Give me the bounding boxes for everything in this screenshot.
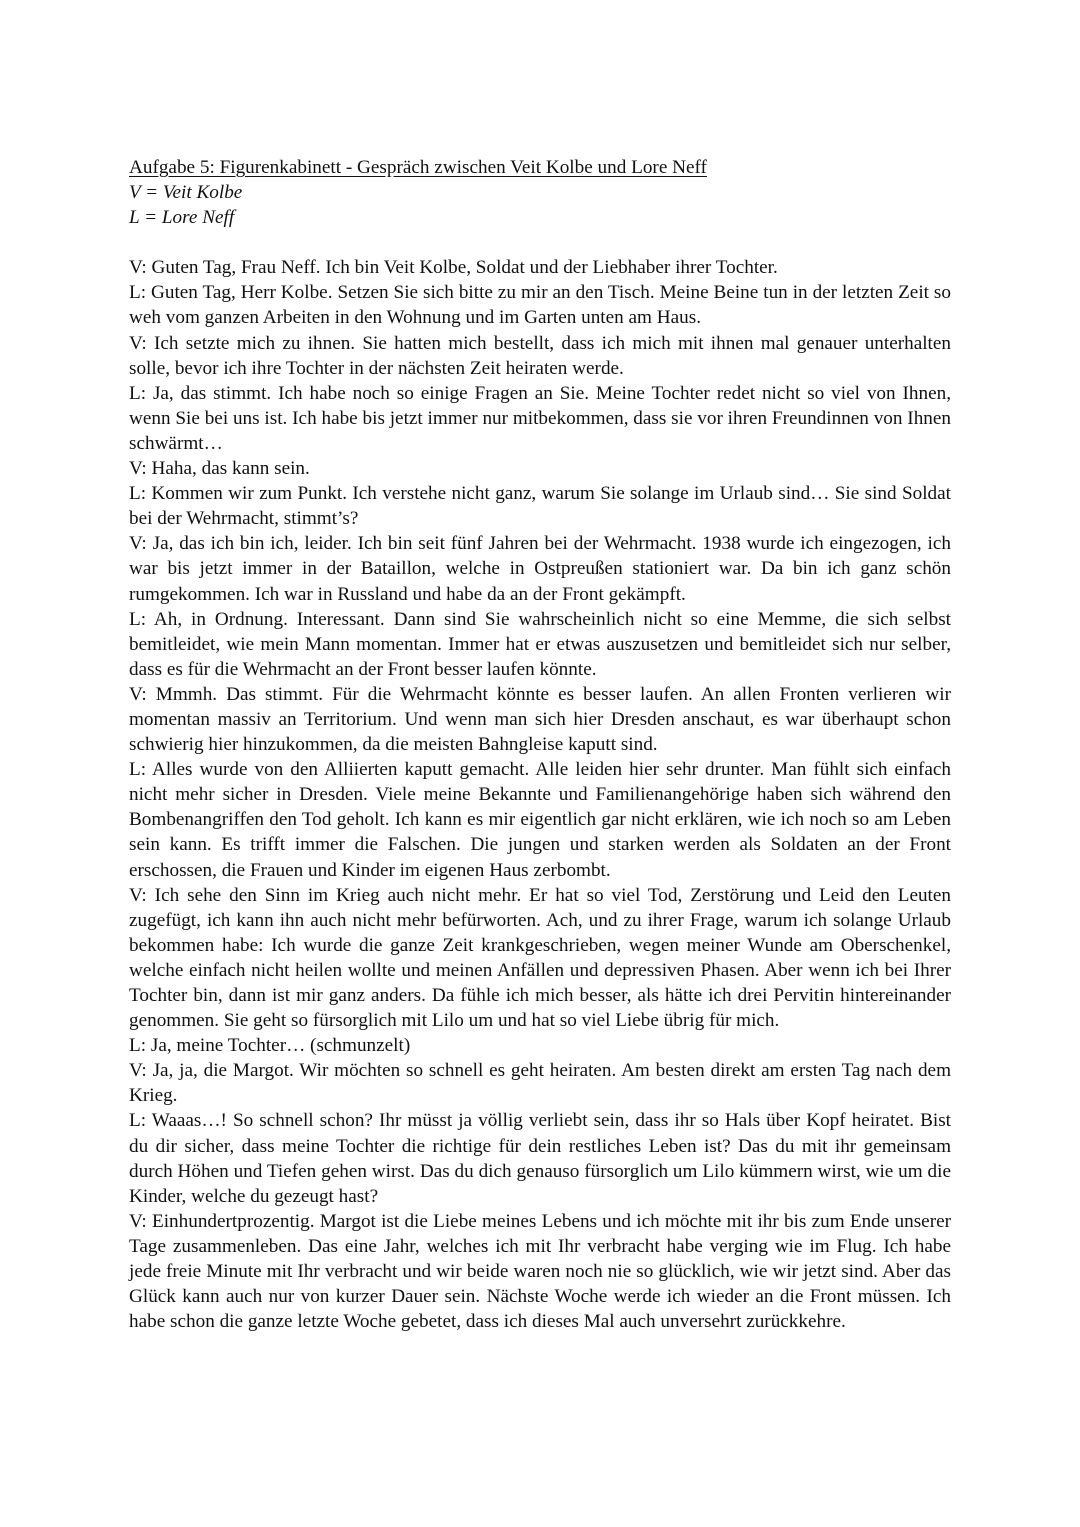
spacer: [129, 230, 951, 255]
dialogue-line: V: Haha, das kann sein.: [129, 458, 310, 480]
legend-lore: L = Lore Neff: [129, 207, 235, 229]
dialogue-line: L: Ja, meine Tochter… (schmunzelt): [129, 1035, 411, 1057]
dialogue-line: L: Alles wurde von den Alliierten kaputt gemacht. Alle leiden hier sehr drunter. Man fühlt sich einfach nicht mehr sicher in Dresden. Viele meine Bekannte und Familienangehörige haben sich während den Bombenangriffen den Tod geholt. Ich kann es mir eigentlich gar nicht erklären, wie ich noch so am Leben sein kann. Es trifft immer die Falschen. Die jungen und starken werden als Soldaten an der Front erschossen, die Frauen und Kinder im eigenen Haus zerbombt.: [129, 759, 951, 881]
dialogue-line: L: Ja, das stimmt. Ich habe noch so einige Fragen an Sie. Meine Tochter redet nicht so viel von Ihnen, wenn Sie bei uns ist. Ich habe bis jetzt immer nur mitbekommen, dass sie vor ihren Freundinnen von Ihnen schwärmt…: [129, 382, 951, 454]
dialogue-line: V: Guten Tag, Frau Neff. Ich bin Veit Kolbe, Soldat und der Liebhaber ihrer Tochter.: [129, 257, 778, 279]
dialogue-line: V: Ja, ja, die Margot. Wir möchten so schnell es geht heiraten. Am besten direkt am ersten Tag nach dem Krieg.: [129, 1060, 951, 1107]
dialogue-line: V: Einhundertprozentig. Margot ist die Liebe meines Lebens und ich möchte mit ihr bis zum Ende unserer Tage zusammenleben. Das eine Jahr, welches ich mit Ihr verbracht habe verging wie im Flug. Ich habe jede freie Minute mit Ihr verbracht und wir beide waren noch nie so glücklich, wie wir jetzt sind. Aber das Glück kann auch nur von kurzer Dauer sein. Nächste Woche werde ich wieder an die Front müssen. Ich habe schon die ganze letzte Woche gebetet, dass ich dieses Mal auch unversehrt zurückkehre.: [129, 1210, 951, 1333]
dialogue-line: V: Mmmh. Das stimmt. Für die Wehrmacht könnte es besser laufen. An allen Fronten verlieren wir momentan massiv an Territorium. Und wenn man sich hier Dresden anschaut, es war überhaupt schon schwierig hier hinzukommen, da die meisten Bahngleise kaputt sind.: [129, 683, 951, 756]
dialogue-line: V: Ich sehe den Sinn im Krieg auch nicht mehr. Er hat so viel Tod, Zerstörung und Leid den Leuten zugefügt, ich kann ihn auch nicht mehr befürworten. Ach, und zu ihrer Frage, warum ich solange Urlaub bekommen habe: Ich wurde die ganze Zeit krankgeschrieben, wegen meiner Wunde am Oberschenkel, welche einfach nicht heilen wollte und meinen Anfällen und depressiven Phasen. Aber wenn ich bei Ihrer Tochter bin, dann ist mir ganz anders. Da fühle ich mich besser, als hätte ich drei Pervitin hintereinander genommen. Sie geht so fürsorglich mit Lilo um und hat so viel Liebe übrig für mich.: [129, 884, 951, 1032]
legend-veit: V = Veit Kolbe: [129, 182, 243, 204]
dialogue-line: L: Waaas…! So schnell schon? Ihr müsst ja völlig verliebt sein, dass ihr so Hals über Kopf heiratet. Bist du dir sicher, dass meine Tochter die richtige für dein restliches Leben ist? Das du mit ihr gemeinsam durch Höhen und Tiefen gehen wirst. Das du dich genauso fürsorglich um Lilo kümmern wirst, wie um die Kinder, welche du gezeugt hast?: [129, 1110, 951, 1207]
dialogue-line: L: Ah, in Ordnung. Interessant. Dann sind Sie wahrscheinlich nicht so eine Memme, die sich selbst bemitleidet, wie mein Mann momentan. Immer hat er etwas auszusetzen und bemitleidet sich nur selber, dass es für die Wehrmacht an der Front besser laufen könnte.: [129, 608, 951, 680]
dialogue-line: L: Kommen wir zum Punkt. Ich verstehe nicht ganz, warum Sie solange im Urlaub sind… Sie sind Soldat bei der Wehrmacht, stimmt’s?: [129, 483, 951, 530]
document-title: Aufgabe 5: Figurenkabinett - Gespräch zwischen Veit Kolbe und Lore Neff: [129, 157, 707, 178]
dialogue: [129, 255, 951, 1334]
dialogue-line: V: Ja, das ich bin ich, leider. Ich bin seit fünf Jahren bei der Wehrmacht. 1938 wurde ich eingezogen, ich war bis jetzt immer in der Bataillon, welche in Ostpreußen stationiert war. Da bin ich ganz schön rumgekommen. Ich war in Russland und habe da an der Front gekämpft.: [129, 533, 951, 605]
document-page: [129, 155, 951, 1334]
dialogue-line: L: Guten Tag, Herr Kolbe. Setzen Sie sich bitte zu mir an den Tisch. Meine Beine tun in der letzten Zeit so weh vom ganzen Arbeiten in den Wohnung und im Garten unten am Haus.: [129, 282, 951, 329]
dialogue-line: V: Ich setzte mich zu ihnen. Sie hatten mich bestellt, dass ich mich mit ihnen mal genauer unterhalten solle, bevor ich ihre Tochter in der nächsten Zeit heiraten werde.: [129, 332, 951, 379]
